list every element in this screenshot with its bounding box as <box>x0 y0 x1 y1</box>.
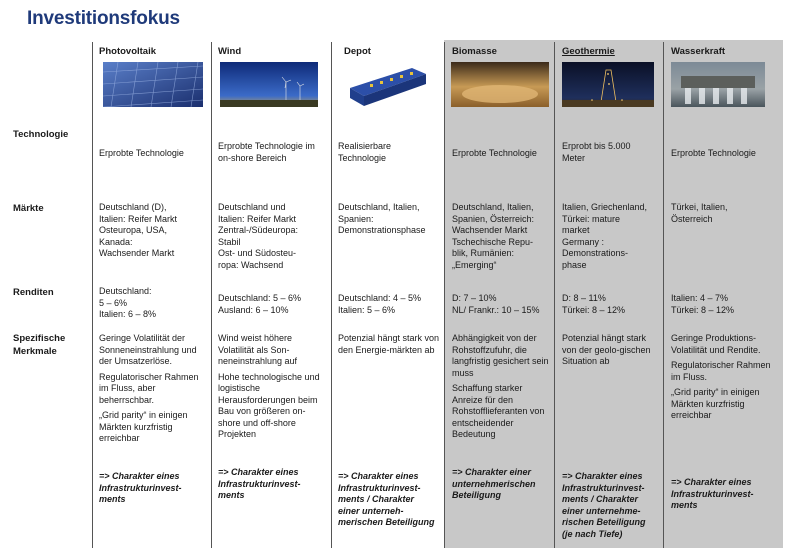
cell-maerkte-depot: Deutschland, Italien, Spanien: Demonstrationsphase <box>338 202 426 235</box>
cell-merkmale-wasserkraft <box>671 333 771 426</box>
merkmal-text: Geringe Volatilität der Sonneneinstrahlung und der Umsatzerlöse. <box>99 333 197 366</box>
merkmal-text: Abhängigkeit von der Rohstoffzufuhr, die langfristig gesichert sein muss <box>452 333 549 378</box>
photovoltaik-image <box>103 62 203 107</box>
cell-technologie-depot: Realisierbare Technologie <box>338 141 392 163</box>
cell-maerkte-geothermie: Italien, Griechenland, Türkei: mature market Germany : Demonstrations- phase <box>562 202 648 270</box>
page-title: Investitionsfokus <box>27 8 180 29</box>
merkmal-text: Hohe technologische und logistische Herausforderungen beim Bau von größeren on-shore und off-shore Projekten <box>218 371 320 439</box>
cell-renditen-depot: Deutschland: 4 – 5% Italien: 5 – 6% <box>338 293 422 315</box>
cell-technologie-geothermie: Erprobt bis 5.000 Meter <box>562 141 631 163</box>
column-header-depot: Depot <box>344 46 371 57</box>
cell-merkmale-biomasse <box>452 333 552 445</box>
cell-maerkte-biomasse: Deutschland, Italien, Spanien, Österreich: Wachsender Markt Tschechische Repu- blik, Rumänien: „Emerging“ <box>452 202 535 270</box>
merkmal-text: Regulatorischer Rahmen im Fluss, aber beherrschbar. <box>99 371 199 405</box>
cell-charakter-wind: => Charakter eines Infrastrukturinvest- ments <box>218 467 301 500</box>
merkmal-text: Potenzial hängt stark von der geolo-gischen Situation ab <box>562 333 651 366</box>
cell-renditen-biomasse: D: 7 – 10% NL/ Frankr.: 10 – 15% <box>452 293 540 315</box>
column-divider <box>331 42 332 548</box>
column-header-wasserkraft: Wasserkraft <box>671 46 726 57</box>
wind-image <box>220 62 318 107</box>
row-label-technologie: Technologie <box>13 129 69 140</box>
cell-renditen-photovoltaik: Deutschland: 5 – 6% Italien: 6 – 8% <box>99 286 157 319</box>
merkmal-text: Regulatorischer Rahmen im Fluss. <box>671 360 771 382</box>
column-header-photovoltaik: Photovoltaik <box>99 46 157 57</box>
cell-technologie-biomasse: Erprobte Technologie <box>452 148 537 158</box>
row-label-merkmale: Spezifische Merkmale <box>13 333 66 357</box>
merkmal-text: Geringe Produktions-Volatilität und Rendite. <box>671 333 761 355</box>
cell-technologie-wind: Erprobte Technologie im on-shore Bereich <box>218 141 315 163</box>
column-divider <box>444 42 445 548</box>
cell-renditen-geothermie: D: 8 – 11% Türkei: 8 – 12% <box>562 293 626 315</box>
row-label-renditen: Renditen <box>13 287 54 298</box>
cell-merkmale-photovoltaik <box>99 333 205 449</box>
cell-charakter-biomasse: => Charakter einer unternehmerischen Beteiligung <box>452 467 536 500</box>
cell-renditen-wasserkraft: Italien: 4 – 7% Türkei: 8 – 12% <box>671 293 735 315</box>
cell-charakter-depot: => Charakter eines Infrastrukturinvest- ments / Charakter einer unterneh- merischen Beteiligung <box>338 471 435 527</box>
cell-charakter-wasserkraft: => Charakter eines Infrastrukturinvest- ments <box>671 477 754 510</box>
column-header-wind: Wind <box>218 46 242 57</box>
depot-container-image <box>346 62 430 107</box>
cell-charakter-geothermie: => Charakter eines Infrastrukturinvest- ments / Charakter einer unternehme- rischen Beteiligung (je nach Tiefe) <box>562 471 646 539</box>
cell-merkmale-geothermie <box>562 333 658 372</box>
merkmal-text: „Grid parity“ in einigen Märkten kurzfristig erreichbar <box>99 410 188 443</box>
cell-maerkte-photovoltaik: Deutschland (D), Italien: Reifer Markt Osteuropa, USA, Kanada: Wachsender Markt <box>99 202 178 258</box>
cell-maerkte-wasserkraft: Türkei, Italien, Österreich <box>671 202 728 224</box>
cell-charakter-photovoltaik: => Charakter eines Infrastrukturinvest- ments <box>99 471 182 504</box>
geothermie-image <box>562 62 654 107</box>
cell-maerkte-wind: Deutschland und Italien: Reifer Markt Zentral-/Südeuropa: Stabil Ost- und Südosteu- ropa: Wachsend <box>218 202 299 270</box>
row-label-maerkte: Märkte <box>13 203 44 214</box>
merkmal-text: Schaffung starker Anreize für den Rohstofflieferanten von entscheidender Bedeutung <box>452 383 545 439</box>
biomasse-image <box>451 62 549 107</box>
column-header-geothermie: Geothermie <box>562 46 615 57</box>
cell-renditen-wind: Deutschland: 5 – 6% Ausland: 6 – 10% <box>218 293 302 315</box>
column-divider <box>92 42 93 548</box>
cell-merkmale-wind <box>218 333 324 445</box>
cell-technologie-wasserkraft: Erprobte Technologie <box>671 148 756 158</box>
cell-merkmale-depot <box>338 333 444 360</box>
column-divider <box>211 42 212 548</box>
merkmal-text: „Grid parity“ in einigen Märkten kurzfristig erreichbar <box>671 387 760 420</box>
wasserkraft-image <box>671 62 765 107</box>
column-header-biomasse: Biomasse <box>452 46 497 57</box>
merkmal-text: Potenzial hängt stark von den Energie-märkten ab <box>338 333 440 355</box>
cell-technologie-photovoltaik: Erprobte Technologie <box>99 148 184 158</box>
merkmal-text: Wind weist höhere Volatilität als Son-neneinstrahlung auf <box>218 333 298 366</box>
